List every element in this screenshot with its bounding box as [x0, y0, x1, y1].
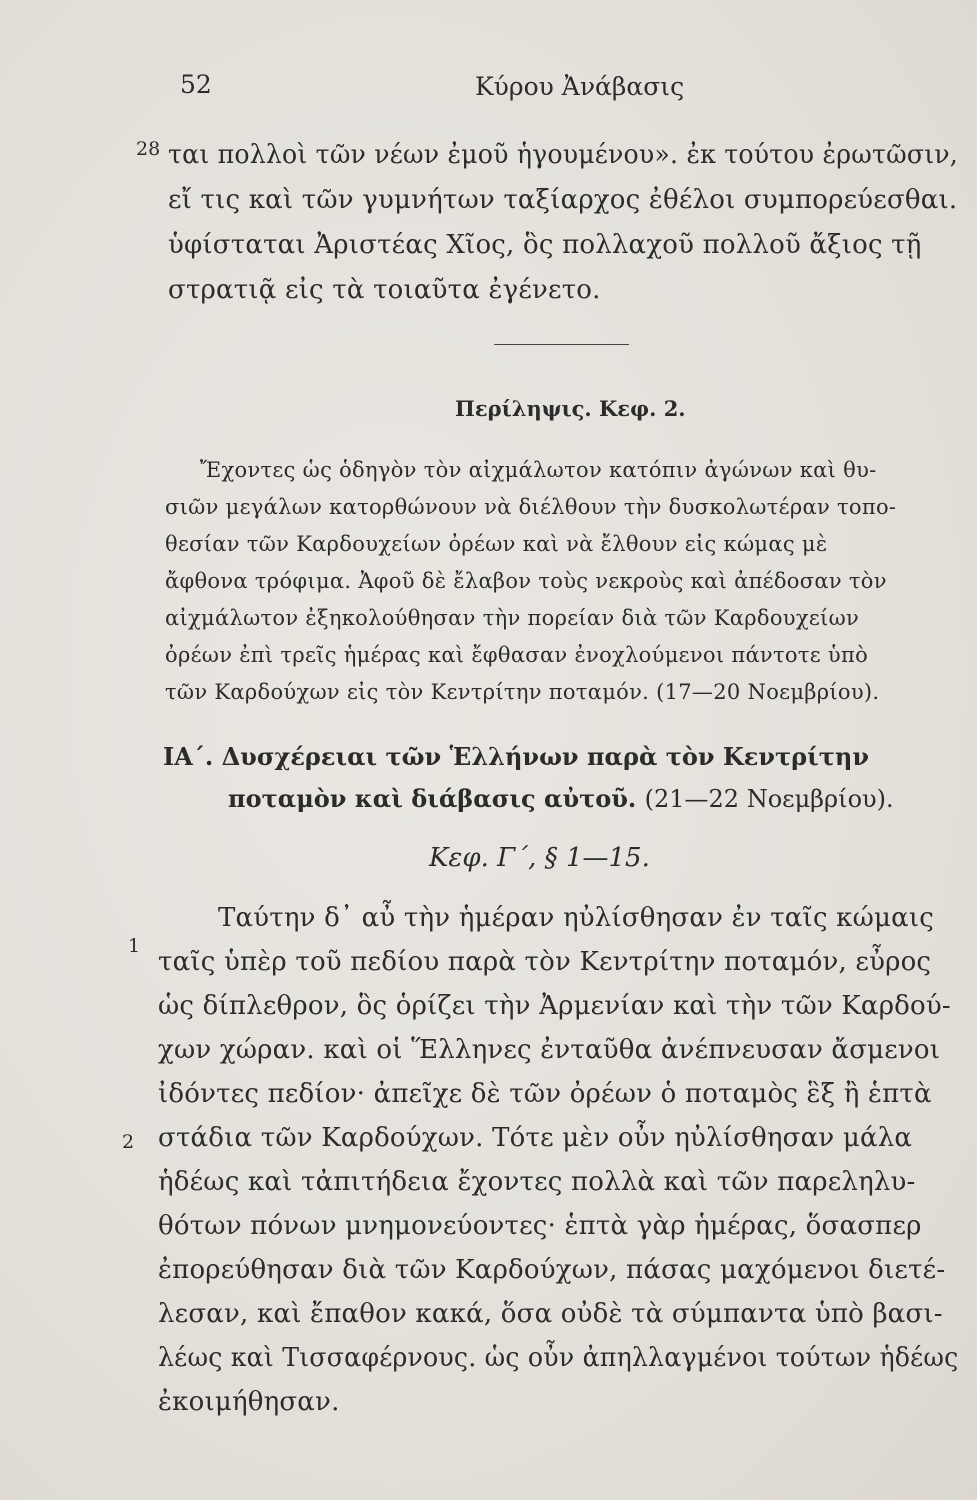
text-line: ται πολλοὶ τῶν νέων ἐμοῦ ἡγουμένου». ἐκ τούτου ἐρωτῶσιν, — [168, 140, 959, 170]
text-line: λέως καὶ Τισσαφέρνους. ὡς οὖν ἀπηλλαγμένοι τούτων ἡδέως — [158, 1343, 959, 1373]
text-line: στάδια τῶν Καρδούχων. Τότε μὲν οὖν ηὐλίσθησαν μάλα — [158, 1123, 913, 1153]
chapter-dates: (21—22 Νοεμβρίου). — [644, 785, 894, 813]
summary-line: ἄφθονα τρόφιμα. Ἀφοῦ δὲ ἔλαβον τοὺς νεκροὺς καὶ ἀπέδοσαν τὸν — [165, 569, 887, 593]
text-line: στρατιᾷ εἰς τὰ τοιαῦτα ἐγένετο. — [168, 275, 601, 305]
summary-line: αἰχμάλωτον ἐξηκολούθησαν τὴν πορείαν διὰ τῶν Καρδουχείων — [165, 606, 860, 630]
text-line: λεσαν, καὶ ἔπαθον κακά, ὅσα οὐδὲ τὰ σύμπαντα ὑπὸ βασι- — [158, 1299, 943, 1329]
text-line: ὑφίσταται Ἀριστέας Χῖος, ὃς πολλαχοῦ πολλοῦ ἄξιος τῇ — [168, 230, 922, 260]
text-line: ἐπορεύθησαν διὰ τῶν Καρδούχων, πάσας μαχόμενοι διετέ- — [158, 1255, 946, 1285]
margin-line-number: 28 — [136, 138, 161, 160]
text-line: ἡδέως καὶ τἀπιτήδεια ἔχοντες πολλὰ καὶ τῶν παρεληλυ- — [158, 1167, 916, 1197]
text-line: Ταύτην δ᾽ αὖ τὴν ἡμέραν ηὐλίσθησαν ἐν ταῖς κώμαις — [218, 903, 935, 933]
page-number: 52 — [180, 70, 212, 99]
chapter-reference: Κεφ. Γ΄, § 1—15. — [429, 843, 650, 873]
text-line: θότων πόνων μνημονεύοντες· ἑπτὰ γὰρ ἡμέρας, ὅσασπερ — [158, 1211, 922, 1241]
chapter-heading-continued — [228, 784, 894, 813]
chapter-heading — [163, 742, 869, 771]
summary-line: σιῶν μεγάλων κατορθώνουν νὰ διέλθουν τὴν δυσκολωτέραν τοπο- — [165, 495, 897, 519]
summary-line: τῶν Καρδούχων εἰς τὸν Κεντρίτην ποταμόν. (17—20 Νοεμβρίου). — [165, 680, 880, 704]
text-line: εἴ τις καὶ τῶν γυμνήτων ταξίαρχος ἐθέλοι συμπορεύεσθαι. — [168, 185, 958, 215]
text-line: ἐκοιμήθησαν. — [158, 1387, 340, 1417]
summary-line: ὀρέων ἐπὶ τρεῖς ἡμέρας καὶ ἔφθασαν ἐνοχλούμενοι πάντοτε ὑπὸ — [165, 643, 869, 667]
text-line: ὡς δίπλεθρον, ὃς ὁρίζει τὴν Ἀρμενίαν καὶ τὴν τῶν Καρδού- — [158, 991, 951, 1021]
text-line: ταῖς ὑπὲρ τοῦ πεδίου παρὰ τὸν Κεντρίτην ποταμόν, εὖρος — [158, 947, 932, 977]
text-line: ἰδόντες πεδίον· ἀπεῖχε δὲ τῶν ὀρέων ὁ ποταμὸς ἓξ ἢ ἑπτὰ — [158, 1079, 932, 1109]
summary-line: θεσίαν τῶν Καρδουχείων ὀρέων καὶ νὰ ἔλθουν εἰς κώμας μὲ — [165, 532, 828, 556]
summary-title: Περίληψις. Κεφ. 2. — [455, 396, 686, 421]
section-divider — [494, 344, 629, 345]
text-line: χων χώραν. καὶ οἱ Ἕλληνες ἐνταῦθα ἀνέπνευσαν ἄσμενοι — [158, 1035, 941, 1065]
chapter-title-line1: Δυσχέρειαι τῶν Ἑλλήνων παρὰ τὸν Κεντρίτην — [221, 742, 869, 771]
running-title: Κύρου Ἀνάβασις — [475, 72, 685, 101]
margin-section-number: 2 — [122, 1131, 135, 1153]
chapter-numeral: ΙΑ΄. — [163, 742, 214, 771]
margin-section-number: 1 — [128, 935, 141, 957]
chapter-title-line2: ποταμὸν καὶ διάβασις αὐτοῦ. — [228, 784, 637, 813]
summary-line: Ἔχοντες ὡς ὁδηγὸν τὸν αἰχμάλωτον κατόπιν ἀγώνων καὶ θυ- — [200, 458, 877, 482]
